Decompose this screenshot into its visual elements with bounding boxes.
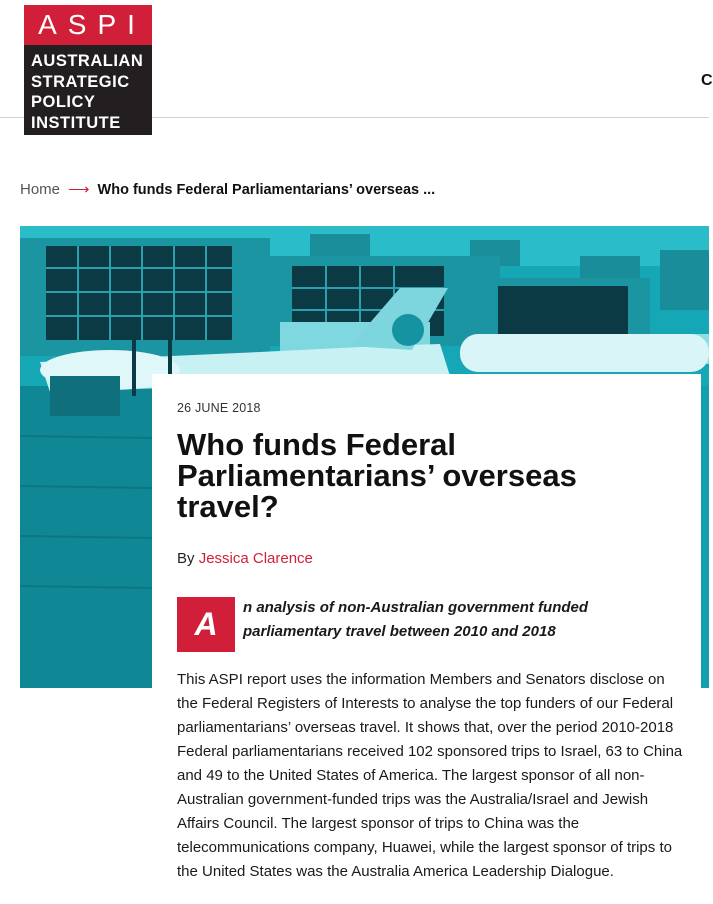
article-title: Who funds Federal Parliamentarians’ overseas travel? — [177, 427, 577, 524]
logo-wordmark — [31, 51, 143, 133]
byline-label: By — [177, 550, 195, 567]
nav-item-clipped[interactable]: C — [701, 72, 713, 89]
breadcrumb-arrow-icon: ⟶ — [68, 181, 90, 198]
site-header — [0, 0, 713, 132]
article-lead: n analysis of non-Australian government funded parliamentary travel between 2010 and 2018 — [243, 599, 589, 640]
breadcrumb-home-link[interactable]: Home — [20, 181, 61, 198]
aspi-logo[interactable] — [24, 5, 152, 135]
logo-line: POLICY — [31, 93, 96, 111]
breadcrumb — [20, 180, 435, 198]
article-date: 26 JUNE 2018 — [177, 401, 261, 415]
dropcap: A — [177, 597, 235, 652]
logo-line: AUSTRALIAN — [31, 52, 144, 70]
byline — [177, 550, 313, 567]
logo-line: STRATEGIC — [31, 72, 130, 91]
author-link[interactable]: Jessica Clarence — [198, 550, 313, 567]
logo-line: INSTITUTE — [31, 113, 121, 132]
article-body: This ASPI report uses the information Members and Senators disclose on the Federal Registers of Interests to analyse the top funders of our Federal parliamentarians’ overseas travel. It shows that, over the period 2010-2018 Federal parliamentarians received 102 sponsored trips to Israel, 63 to China and 49 to the United States of America. The largest sponsor of all non-Australian government-funded trips was the Australia/Israel and Jewish Affairs Council. The largest sponsor of trips to China was the telecommunications company, Huawei, while the largest sponsor of trips to the United States was the Australia America Leadership Dialogue. — [177, 671, 683, 880]
logo-acronym: ASPI — [24, 5, 152, 45]
article-card — [152, 374, 701, 904]
breadcrumb-current: Who funds Federal Parliamentarians’ overseas ... — [97, 182, 436, 198]
